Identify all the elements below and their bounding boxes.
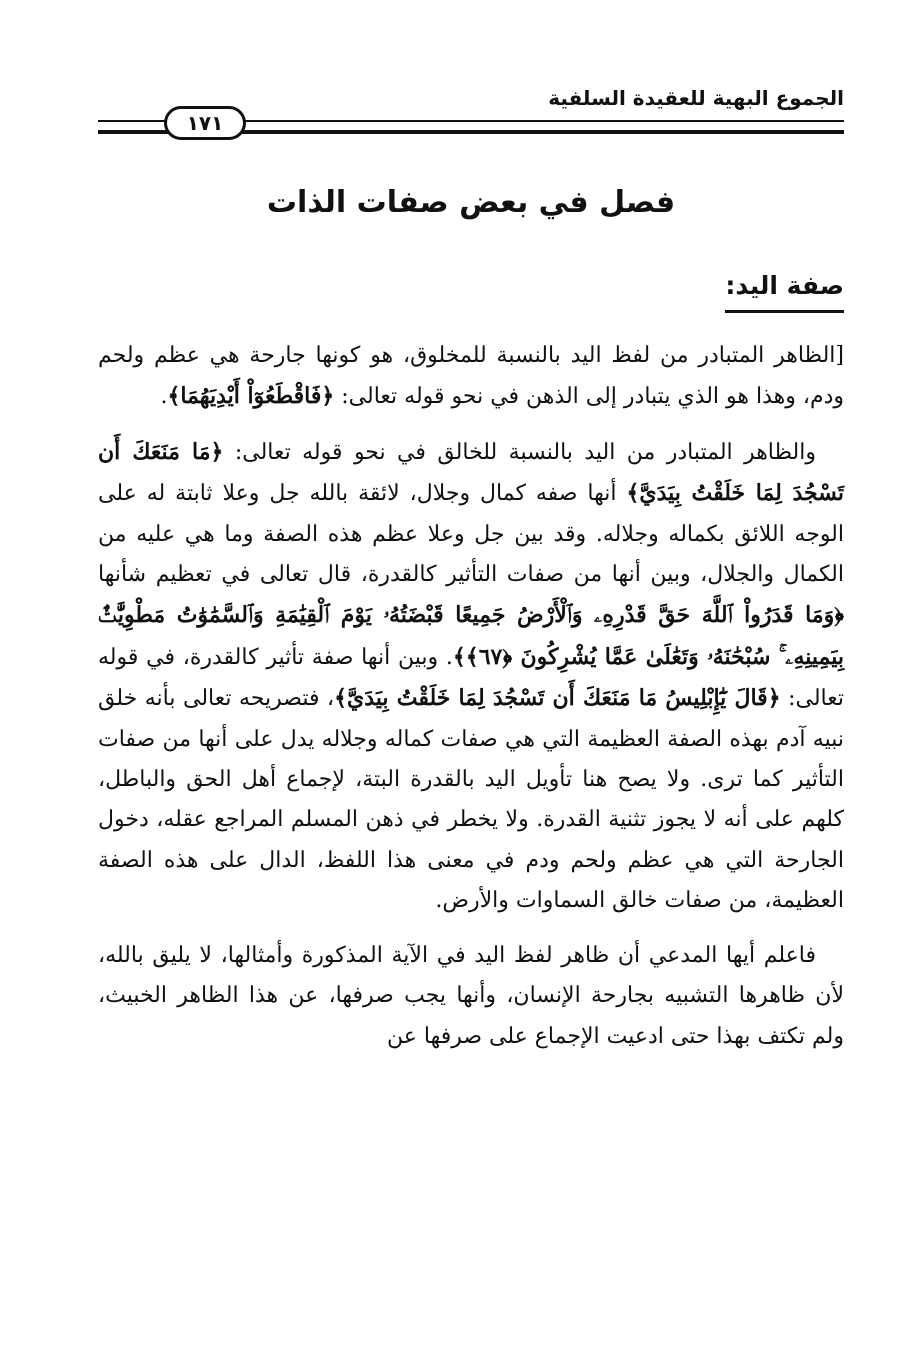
paragraph-text: . وبين أنها صفة تأثير كالقدرة، في قوله تعالى:	[98, 644, 845, 712]
paragraph-text: ، فتصريحه تعالى بأنه خلق نبيه آدم بهذه الصفة العظيمة التي هي صفات كماله وجلاله يدل على أنها من صفات التأثير كما ترى. ولا يصح هنا تأويل اليد بالقدرة البتة، لإجماع أهل الحق والباطل، كلهم على أنه لا يجوز تثنية القدرة. ولا يخطر في ذهن المسلم المراجع عقله، دخول الجارحة التي هي عظم ولحم ودم في معنى هذا اللفظ، الدال على هذه الصفة العظيمة، من صفات خالق السماوات والأرض.	[98, 686, 844, 914]
paragraph-text: فاعلم أيها المدعي أن ظاهر لفظ اليد في الآية المذكورة وأمثالها، لا يليق بالله، لأن ظاهرها التشبيه بجارحة الإنسان، وأنها يجب صرفها، عن هذا الظاهر الخبيث، ولم تكتف بهذا حتى ادعيت الإجماع على صرفها عن	[98, 942, 844, 1049]
quran-verse: ﴿مَا مَنَعَكَ أَن تَسْجُدَ لِمَا خَلَقْتُ بِيَدَيَّ﴾	[98, 438, 844, 507]
paragraph-text: .	[160, 384, 168, 410]
paragraph-text: أنها صفه كمال وجلال، لائقة بالله جل وعلا ثابتة له على الوجه اللائق بكماله وجلاله. وقد بين جل وعلا عظم هذه الصفة وما هي عليه من الكمال والجلال، وبين أنها من صفات التأثير كالقدرة، قال تعالى في تعظيم شأنها	[98, 481, 844, 588]
book-title: الجموع البهية للعقيدة السلفية	[548, 86, 844, 110]
chapter-heading: فصل في بعض صفات الذات	[266, 185, 676, 220]
page-number: ١٧١	[186, 111, 224, 135]
body-text	[98, 336, 844, 1057]
page-number-badge	[164, 106, 246, 140]
paragraph-text: [الظاهر المتبادر من لفظ اليد بالنسبة للمخلوق، هو كونها جارحة هي عظم ولحم ودم، وهذا هو الذي يتبادر إلى الذهن في نحو قوله تعالى:	[98, 343, 844, 410]
paragraph-1	[98, 336, 844, 418]
quran-verse: ﴿قَالَ يَٰٓإِبْلِيسُ مَا مَنَعَكَ أَن تَسْجُدَ لِمَا خَلَقْتُ بِيَدَيَّ﴾	[334, 685, 781, 712]
quran-verse: ﴿وَمَا قَدَرُواْ ٱللَّهَ حَقَّ قَدْرِهِۦ وَٱلْأَرْضُ جَمِيعًا قَبْضَتُهُۥ يَوْمَ ٱلْقِيَٰمَةِ وَٱلسَّمَٰوَٰتُ مَطْوِيَّٰتٌۢ بِيَمِينِهِۦ ۚ سُبْحَٰنَهُۥ وَتَعَٰلَىٰ عَمَّا يُشْرِكُونَ ﴿٦٧﴾﴾	[98, 602, 845, 670]
paragraph-2	[98, 432, 844, 922]
running-header	[98, 80, 844, 140]
section-heading: صفة اليد:	[725, 266, 844, 313]
section-heading-wrap	[725, 266, 844, 313]
paragraph-text: والظاهر المتبادر من اليد بالنسبة للخالق في نحو قوله تعالى:	[223, 439, 816, 465]
paragraph-3	[98, 936, 844, 1057]
quran-verse: ﴿فَاقْطَعُوٓاْ أَيْدِيَهُمَا﴾	[167, 383, 335, 410]
